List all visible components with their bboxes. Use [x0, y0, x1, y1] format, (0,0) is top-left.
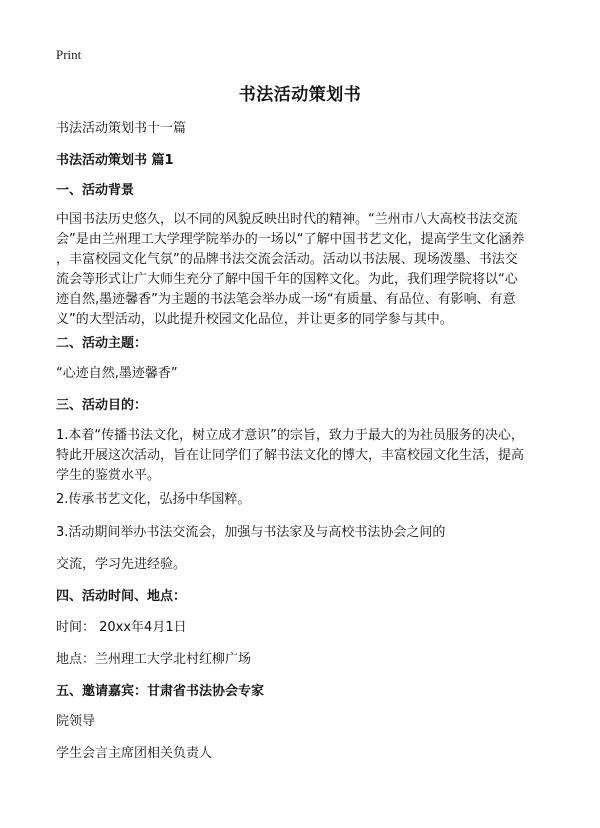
- paragraph-line: 义”的大型活动，以此提升校园文化品位，并让更多的同学参与其中。: [56, 312, 453, 327]
- theme-text: “心迹自然,墨迹馨香”: [56, 366, 178, 381]
- paragraph-line: 学生的鉴赏水平。: [56, 468, 161, 483]
- background-paragraph: [56, 210, 556, 330]
- paragraph-line: 迹自然,墨迹馨香”为主题的书法笔会举办成一场“有质量、有品位、有影响、有意: [56, 292, 516, 307]
- print-label[interactable]: Print: [56, 47, 82, 62]
- purpose-3-continued: 交流，学习先进经验。: [56, 557, 187, 572]
- purpose-1-paragraph: [56, 426, 556, 486]
- paragraph-line: 特此开展这次活动，旨在让同学们了解书法文化的博大，丰富校园文化生活，提高: [56, 448, 525, 463]
- heading-time-place: 四、活动时间、地点：: [56, 589, 187, 604]
- purpose-3-text: 3.活动期间举办书法交流会，加强与书法家及与高校书法协会之间的: [56, 525, 446, 540]
- guest-item: 院领导: [56, 714, 96, 729]
- document-subtitle: 书法活动策划书十一篇: [56, 121, 187, 136]
- guest-item: 学生会言主席团相关负责人: [56, 746, 213, 761]
- paragraph-line: 1.本着“传播书法文化，树立成才意识”的宗旨，致力于最大的为社员服务的决心，: [56, 428, 524, 443]
- heading-background: 一、活动背景: [56, 183, 135, 198]
- place-text: 地点：兰州理工大学北村红柳广场: [56, 652, 252, 667]
- paragraph-line: ，丰富校园文化气氛”的品牌书法交流会活动。活动以书法展、现场泼墨、书法交: [56, 252, 518, 267]
- paragraph-line: 中国书法历史悠久，以不同的风貌反映出时代的精神。“兰州市八大高校书法交流: [56, 212, 518, 227]
- heading-guests: 五、邀请嘉宾：甘肃省书法协会专家: [56, 684, 265, 699]
- section-title: 书法活动策划书 篇1: [56, 153, 174, 168]
- purpose-2-text: 2.传承书艺文化，弘扬中华国粹。: [56, 492, 251, 507]
- paragraph-line: 流会等形式让广大师生充分了解中国千年的国粹文化。为此，我们理学院将以“心: [56, 272, 518, 287]
- time-text: 时间： 20xx年4月1日: [56, 620, 187, 635]
- heading-theme: 二、活动主题：: [56, 336, 148, 351]
- paragraph-line: 会”是由兰州理工大学理学院举办的一场以“了解中国书艺文化，提高学生文化涵养: [56, 232, 525, 247]
- page-title: 书法活动策划书: [238, 85, 362, 105]
- heading-purpose: 三、活动目的：: [56, 398, 148, 413]
